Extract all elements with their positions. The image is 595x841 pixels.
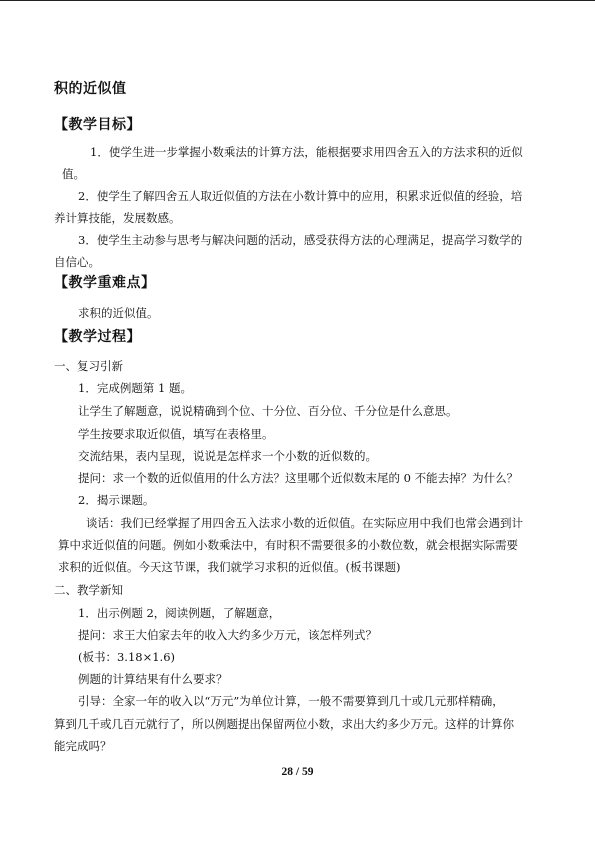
goals-line-5: 3．使学生主动参与思考与解决问题的活动，感受获得方法的心理满足，提高学习数学的: [78, 233, 523, 247]
process-line-16: 引导：全家一年的收入以“万元”为单位计算，一般不需要算到几十或几元那样精确，: [78, 694, 504, 708]
process-line-7: 2．揭示课题。: [78, 493, 155, 507]
goals-line-1: 1．使学生进一步掌握小数乘法的计算方法，能根据要求用四舍五入的方法求积的近似: [90, 145, 523, 159]
section-heading-process: 【教学过程】: [54, 329, 141, 345]
process-line-1: 一、复习引新: [54, 359, 123, 373]
process-line-9: 算中求近似值的问题。例如小数乘法中，有时积不需要很多的小数位数，就会根据实际需要: [58, 538, 518, 552]
process-line-15: 例题的计算结果有什么要求？: [78, 672, 228, 686]
goals-line-6: 自信心。: [54, 255, 100, 269]
process-line-10: 求积的近似值。今天这节课，我们就学习求积的近似值。(板书课题): [58, 560, 401, 574]
process-line-12: 1．出示例题 2，阅读例题，了解题意，: [78, 606, 281, 620]
key-points-line-1: 求积的近似值。: [78, 306, 159, 320]
process-line-18: 能完成吗？: [54, 739, 112, 753]
process-line-13: 提问：求王大伯家去年的收入大约多少万元，该怎样列式？: [78, 628, 377, 642]
section-heading-goals: 【教学目标】: [54, 117, 141, 133]
process-line-2: 1．完成例题第 1 题。: [78, 381, 192, 395]
process-line-8: 谈话：我们已经掌握了用四舍五入法求小数的近似值。在实际应用中我们也常会遇到计: [86, 516, 523, 530]
goals-line-3: 2．使学生了解四舍五人取近似值的方法在小数计算中的应用，积累求近似值的经验，培: [78, 189, 523, 203]
process-line-5: 交流结果，表内呈现，说说是怎样求一个小数的近似数的。: [78, 449, 377, 463]
process-line-14: (板书：3.18×1.6): [78, 650, 176, 664]
goals-line-2: 值。: [62, 167, 85, 181]
process-line-11: 二、教学新知: [54, 583, 123, 597]
page-number: 28 / 59: [281, 766, 314, 778]
process-line-3: 让学生了解题意，说说精确到个位、十分位、百分位、千分位是什么意思。: [78, 404, 458, 418]
process-line-4: 学生按要求取近似值，填写在表格里。: [78, 427, 274, 441]
page-title: 积的近似值: [54, 81, 127, 97]
process-line-6: 提问：求一个数的近似值用的什么方法？这里哪个近似数末尾的 0 不能去掉？为什么？: [78, 471, 519, 485]
goals-line-4: 养计算技能，发展数感。: [54, 211, 181, 225]
section-heading-key-points: 【教学重难点】: [54, 275, 156, 291]
process-line-17: 算到几千或几百元就行了，所以例题提出保留两位小数，求出大约多少万元。这样的计算你: [54, 717, 514, 731]
